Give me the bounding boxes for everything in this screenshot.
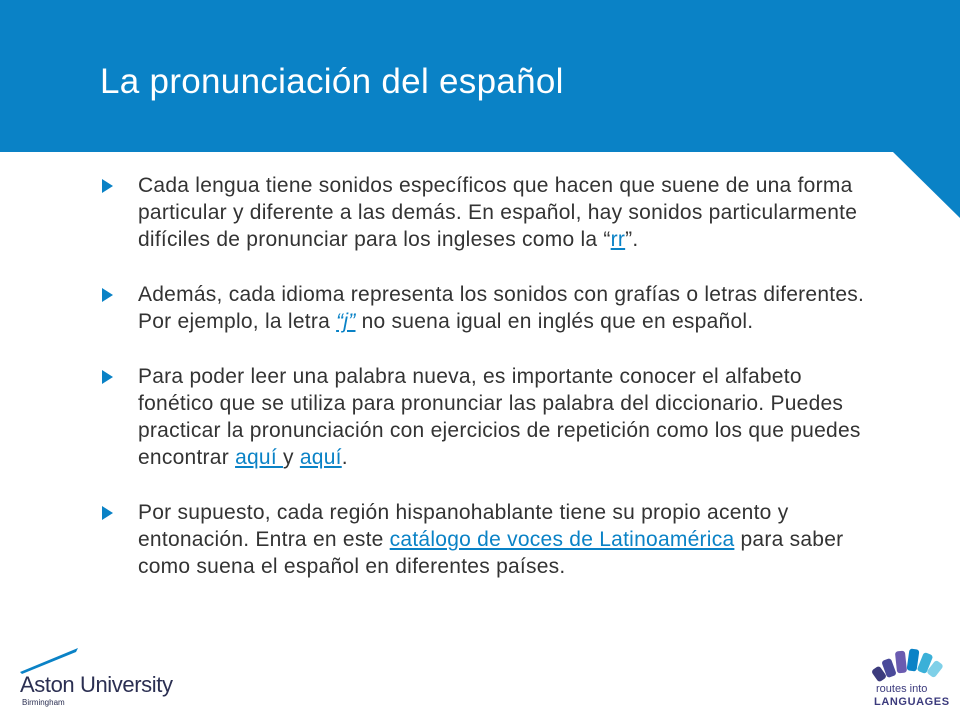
bullet-text: Cada lengua tiene sonidos específicos que hacen que suene de una forma particular y diferente a las demás. En español, hay sonidos particularmente difíciles de pronunciar para los ingleses como la “ — [138, 174, 858, 251]
speech-bubbles-icon — [868, 645, 952, 683]
bullet-text: no suena igual en inglés que en español. — [355, 310, 754, 333]
bullet-text: Además, cada idioma representa los sonidos con grafías o letras diferentes. Por ejemplo, la letra — [138, 283, 865, 333]
bullet-text: Para poder leer una palabra nueva, es importante conocer el alfabeto fonético que se utiliza para pronunciar las palabra del diccionario. Puedes practicar la pronunciación con ejercicios de repetición como los que puedes encontrar — [138, 365, 861, 469]
bullet-arrow-icon — [102, 288, 113, 302]
bullet-item — [100, 172, 870, 253]
bullet-arrow-icon — [102, 370, 113, 384]
routes-brand: LANGUAGES — [874, 696, 950, 708]
j-link[interactable]: “j” — [336, 310, 356, 333]
slide-title: La pronunciación del español — [100, 62, 564, 101]
bullet-text: Por supuesto, cada región hispanohablante tiene su propio acento y entonación. Entra en este — [138, 501, 789, 551]
bullet-text: ”. — [625, 228, 639, 251]
aston-swoosh-icon — [20, 648, 80, 674]
bullet-item — [100, 499, 870, 580]
bullet-item — [100, 363, 870, 471]
bullet-arrow-icon — [102, 506, 113, 520]
routes-tagline: routes into — [876, 683, 928, 695]
bullet-text: y — [283, 446, 300, 469]
aston-university-logo — [18, 648, 198, 710]
bullet-text: . — [341, 446, 348, 469]
rr-link[interactable]: rr — [610, 228, 626, 251]
bullet-arrow-icon — [102, 179, 113, 193]
voices-catalog-link[interactable]: catálogo de voces de Latinoamérica — [389, 528, 735, 551]
bullet-text: para saber como suena el español en diferentes países. — [138, 528, 844, 578]
aqui-link-1[interactable]: aquí — [235, 446, 284, 469]
aqui-link-2[interactable]: aquí — [299, 446, 342, 469]
aston-city: Birmingham — [22, 698, 65, 707]
aston-name: Aston University — [20, 672, 173, 697]
bullet-item — [100, 281, 870, 335]
routes-into-languages-logo — [868, 645, 952, 713]
bullet-list — [100, 172, 870, 608]
